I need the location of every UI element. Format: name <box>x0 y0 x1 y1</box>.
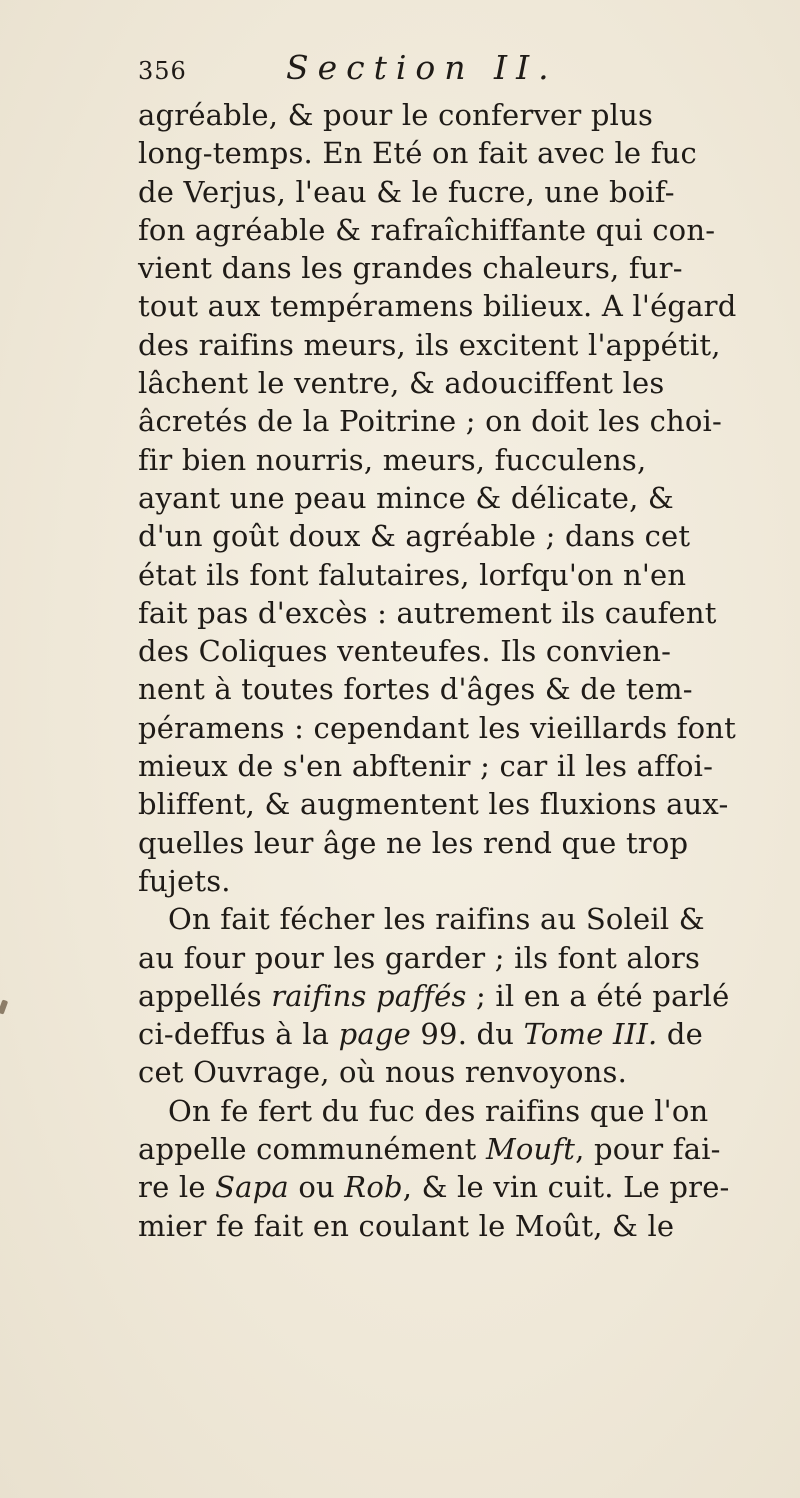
text-line: lâchent le ventre, & adouciffent les <box>138 366 665 401</box>
text-line: mier fe fait en coulant le Moût, & le <box>138 1208 675 1243</box>
text-line <box>138 977 778 1015</box>
text-line: ayant une peau mince & délicate, & <box>138 480 674 515</box>
margin-ink-mark <box>0 999 8 1014</box>
text-line: tout aux tempéramens bilieux. A l'égard <box>138 289 737 324</box>
running-head: Section II. <box>286 48 558 87</box>
text-segment: 99. du <box>410 1017 524 1052</box>
text-segment: ; il en a été parlé <box>466 978 730 1013</box>
text-line: de Verjus, l'eau & le fucre, une boif- <box>138 174 675 209</box>
text-line: au four pour les garder ; ils font alors <box>138 940 701 975</box>
text-line: fon agréable & rafraîchiffante qui con- <box>138 212 716 247</box>
text-line: vient dans les grandes chaleurs, fur- <box>138 251 683 286</box>
text-line: long-temps. En Eté on fait avec le fuc <box>138 136 697 171</box>
italic-text: Tome III. <box>523 1017 658 1052</box>
italic-text: Sapa <box>215 1170 289 1205</box>
body-text <box>138 96 778 1245</box>
text-line: mieux de s'en abftenir ; car il les affoi- <box>138 749 714 784</box>
text-line: nent à toutes fortes d'âges & de tem- <box>138 672 693 707</box>
text-line: fujets. <box>138 863 231 898</box>
text-line: cet Ouvrage, où nous renvoyons. <box>138 1055 628 1090</box>
text-segment: ci-deffus à la <box>138 1017 339 1052</box>
text-segment: de <box>657 1017 703 1052</box>
text-line: On fe fert du fuc des raifins que l'on <box>168 1093 709 1128</box>
text-line: âcretés de la Poitrine ; on doit les choi- <box>138 404 723 439</box>
page-number: 356 <box>138 57 187 85</box>
text-line: fir bien nourris, meurs, fucculens, <box>138 442 647 477</box>
text-line <box>138 1015 778 1053</box>
text-segment: re le <box>138 1170 216 1205</box>
italic-text: Mouft <box>485 1132 576 1167</box>
text-line: fait pas d'excès : autrement ils caufent <box>138 595 717 630</box>
page-header <box>138 48 658 96</box>
text-line: bliffent, & augmentent les fluxions aux- <box>138 787 729 822</box>
italic-text: raifins paffés <box>271 978 467 1013</box>
text-line <box>138 1168 778 1206</box>
text-line: des Coliques venteufes. Ils convien- <box>138 634 672 669</box>
italic-text: Rob <box>344 1170 403 1205</box>
text-segment: , pour fai- <box>575 1132 721 1167</box>
text-segment: appellés <box>138 978 272 1013</box>
text-line: des raifins meurs, ils excitent l'appétit, <box>138 327 721 362</box>
text-line: quelles leur âge ne les rend que trop <box>138 825 689 860</box>
text-line: agréable, & pour le conferver plus <box>138 98 654 132</box>
italic-text: page <box>338 1017 411 1052</box>
text-line <box>138 1130 778 1168</box>
text-line: On fait fécher les raifins au Soleil & <box>168 902 705 937</box>
text-segment: appelle communément <box>138 1132 486 1167</box>
text-line: état ils font falutaires, lorfqu'on n'en <box>138 557 687 592</box>
text-line: péramens : cependant les vieillards font <box>138 710 737 745</box>
text-segment: , & le vin cuit. Le pre- <box>402 1170 730 1205</box>
text-line: d'un goût doux & agréable ; dans cet <box>138 519 691 554</box>
text-segment: ou <box>288 1170 345 1205</box>
